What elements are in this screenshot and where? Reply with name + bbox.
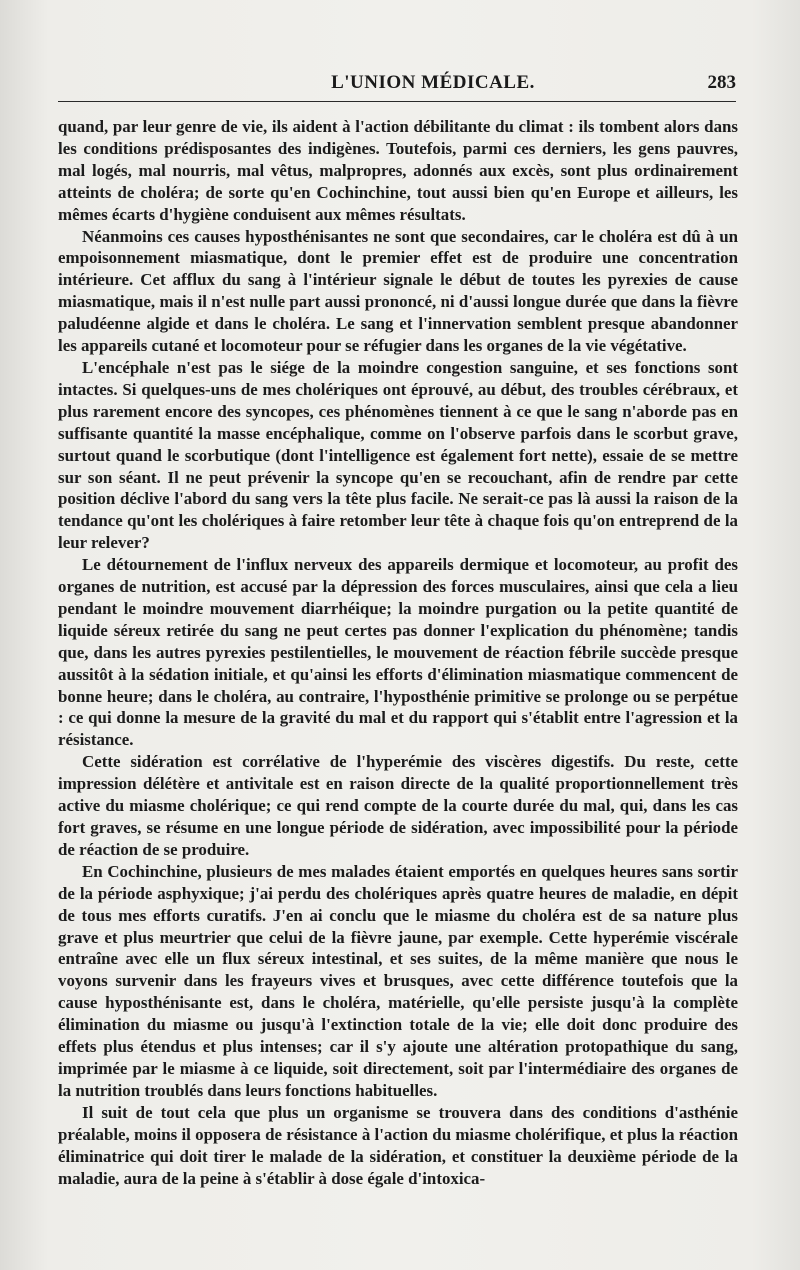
paragraph: Le détournement de l'influx nerveux des appareils dermique et locomoteur, au profit des organes de nutrition, est accusé par la dépression des forces musculaires, ainsi que cela a lieu pendant le moindre mouvement diarrhéique; la moindre purgation ou la petite quantité de liquide séreux retirée du sang ne peut certes pas donner l'explication du phénomène; tandis que, dans les autres pyrexies pestilentielles, le mouvement de réaction fébrile succède presque aussitôt à la sédation initiale, et qu'ainsi les efforts d'élimination miasmatique commencent de bonne heure; dans le choléra, au contraire, l'hyposthénie primitive se prolonge ou se perpétue : ce qui donne la mesure de la gravité du mal et du rapport qui s'établit entre l'agression et la résistance. bbox=[58, 555, 738, 750]
body-text bbox=[58, 116, 738, 1189]
paragraph: quand, par leur genre de vie, ils aident à l'action débilitante du climat : ils tombent alors dans les conditions prédisposantes des indigènes. Toutefois, parmi ces derniers, les gens pauvres, mal logés, mal nourris, mal vêtus, malpropres, adonnés aux excès, sont plus ordinairement atteints de choléra; de sorte qu'en Cochinchine, tout aussi bien qu'en Europe et ailleurs, les mêmes écarts d'hygiène conduisent aux mêmes résultats. bbox=[58, 117, 738, 224]
paragraph: L'encéphale n'est pas le siége de la moindre congestion sanguine, et ses fonctions sont intactes. Si quelques-uns de mes cholériques ont éprouvé, au début, des troubles cérébraux, et plus rarement encore des syncopes, ces phénomènes tiennent à ce que le sang n'aborde pas en suffisante quantité la masse encéphalique, comme on l'observe parfois dans le scorbut grave, surtout quand le scorbutique (dont l'intelligence est également fort nette), essaie de se mettre sur son séant. Il ne peut prévenir la syncope qu'en se recouchant, afin de rendre par cette position déclive l'abord du sang vers la tête plus facile. Ne serait-ce pas là aussi la raison de la tendance qu'ont les cholériques à faire retomber leur tête à chaque fois qu'on entreprend de la leur relever? bbox=[58, 357, 738, 553]
page-number: 283 bbox=[707, 72, 736, 93]
paragraph: Néanmoins ces causes hyposthénisantes ne sont que secondaires, car le choléra est dû à un empoisonnement miasmatique, dont le premier effet est de produire une concentration intérieure. Cet afflux du sang à l'intérieur signale le début de toutes les pyrexies de cause miasmatique, mais il n'est nulle part aussi prononcé, ni d'aussi longue durée que dans la fièvre paludéenne algide et dans le choléra. Le sang et l'innervation semblent presque abandonner les appareils cutané et locomoteur pour se réfugier dans les organes de la vie végétative. bbox=[58, 226, 738, 356]
running-title: L'UNION MÉDICALE. bbox=[331, 72, 535, 93]
header-rule bbox=[58, 101, 736, 102]
page-header bbox=[58, 72, 738, 98]
paragraph: Il suit de tout cela que plus un organisme se trouvera dans des conditions d'asthénie préalable, moins il opposera de résistance à l'action du miasme cholérifique, et plus la réaction éliminatrice qui doit tirer le malade de la sidération, et constituer la deuxième période de la maladie, aura de la peine à s'établir à dose égale d'intoxica- bbox=[58, 1102, 738, 1188]
paragraph: Cette sidération est corrélative de l'hyperémie des viscères digestifs. Du reste, cette impression délétère et antivitale est en raison directe de la qualité proportionnellement très active du miasme cholérique; ce qui rend compte de la courte durée du mal, qui, dans les cas fort graves, se résume en une longue période de sidération, avec impossibilité pour la période de réaction de se produire. bbox=[58, 752, 738, 859]
paragraph: En Cochinchine, plusieurs de mes malades étaient emportés en quelques heures sans sortir de la période asphyxique; j'ai perdu des cholériques après quatre heures de maladie, en dépit de tous mes efforts curatifs. J'en ai conclu que le miasme du choléra est de sa nature plus grave et plus meurtrier que celui de la fièvre jaune, par exemple. Cette hyperémie viscérale entraîne avec elle un flux séreux intestinal, et ses suites, de la même manière que nous le voyons survenir dans les frayeurs vives et brusques, avec cette différence toutefois que la cause hyposthénisante est, dans le choléra, matérielle, qu'elle persiste jusqu'à la complète élimination du miasme ou jusqu'à l'extinction totale de la vie; elle doit donc produire des effets plus étendus et plus intenses; car il s'y ajoute une altération protopathique du sang, imprimée par le miasme à ce liquide, soit directement, soit par l'intermédiaire des organes de la nutrition troublés dans leurs fonctions habituelles. bbox=[58, 861, 738, 1100]
